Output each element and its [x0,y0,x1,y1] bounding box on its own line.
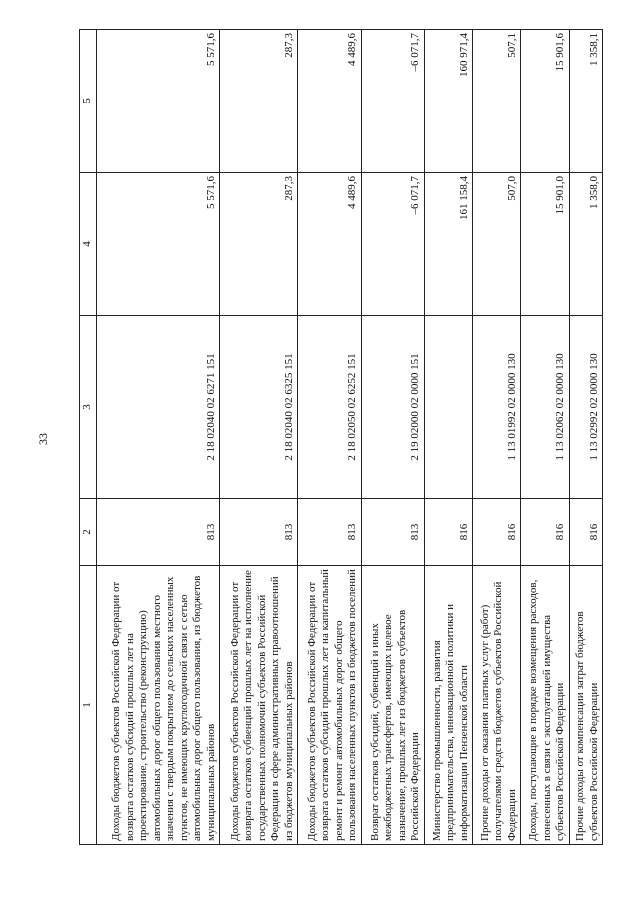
row-budget-code [424,316,472,499]
table-row [521,30,569,845]
row-value-4: –6 071,7 [361,173,424,316]
row-budget-code: 2 19 02000 02 0000 151 [361,316,424,499]
row-name: Доходы, поступающие в порядке возмещения расходов, понесенных в связи с эксплуатацией имущества субъектов Российской Федерации [521,566,569,845]
budget-revenue-table [79,29,603,845]
row-budget-code: 1 13 01992 02 0000 130 [473,316,521,499]
row-name: Доходы бюджетов субъектов Российской Федерации от возврата остатков субвенций прошлых лет на исполнение государственных полномочий субъектов Российской Федерации в сфере административных правоотношений из бюджетов муниципальных районов [220,566,298,845]
row-name: Доходы бюджетов субъектов Российской Федерации от возврата остатков субсидий прошлых лет на капитальный ремонт и ремонт автомобильных дорог общего пользования населенных пунктов из бюджетов поселений [298,566,361,845]
row-value-4: 5 571,6 [97,173,220,316]
row-value-5: 4 489,6 [298,30,361,173]
row-budget-code: 1 13 02992 02 0000 130 [569,316,602,499]
column-header-5: 5 [80,30,97,173]
row-value-4: 287,3 [220,173,298,316]
column-header-1: 1 [80,566,97,845]
row-admin-code: 816 [569,499,602,566]
row-name: Доходы бюджетов субъектов Российской Федерации от возврата остатков субсидий прошлых лет на проектирование, строительство (реконструкцию) автомобильных дорог общего пользования местного значения с твердым покрытием до сельских населенных пунктов, не имеющих круглогодичной связи с сетью автомобильных дорог общего пользования, из бюджетов муниципальных районов [97,566,220,845]
row-budget-code: 2 18 02040 02 6325 151 [220,316,298,499]
row-name: Прочие доходы от оказания платных услуг (работ) получателями средств бюджетов субъектов Российской Федерации [473,566,521,845]
row-value-5: 15 901,6 [521,30,569,173]
row-value-4: 1 358,0 [569,173,602,316]
column-header-4: 4 [80,173,97,316]
row-value-4: 507,0 [473,173,521,316]
row-value-5: 1 358,1 [569,30,602,173]
row-value-4: 4 489,6 [298,173,361,316]
row-admin-code: 816 [521,499,569,566]
row-budget-code: 1 13 02062 02 0000 130 [521,316,569,499]
row-value-4: 161 158,4 [424,173,472,316]
page-number: 33 [36,433,50,445]
row-name: Возврат остатков субсидий, субвенций и иных межбюджетных трансфертов, имеющих целевое назначение, прошлых лет из бюджетов субъектов Российской Федерации [361,566,424,845]
row-value-5: –6 071,7 [361,30,424,173]
table-row [97,30,220,845]
column-header-2: 2 [80,499,97,566]
row-value-4: 15 901,0 [521,173,569,316]
row-admin-code: 816 [424,499,472,566]
row-value-5: 507,1 [473,30,521,173]
rotated-table-container [79,33,603,845]
row-budget-code: 2 18 02050 02 6252 151 [298,316,361,499]
table-row [361,30,424,845]
row-admin-code: 813 [97,499,220,566]
row-value-5: 5 571,6 [97,30,220,173]
column-header-3: 3 [80,316,97,499]
row-admin-code: 813 [298,499,361,566]
row-budget-code: 2 18 02040 02 6271 151 [97,316,220,499]
row-name: Прочие доходы от компенсации затрат бюджетов субъектов Российской Федерации [569,566,602,845]
row-admin-code: 813 [361,499,424,566]
table-row [473,30,521,845]
row-value-5: 287,3 [220,30,298,173]
table-row [220,30,298,845]
row-admin-code: 816 [473,499,521,566]
table-header-row [80,30,97,845]
table-row [424,30,472,845]
row-value-5: 160 971,4 [424,30,472,173]
row-admin-code: 813 [220,499,298,566]
table-row [569,30,602,845]
row-name: Министерство промышленности, развития предпринимательства, инновационной политики и информатизации Пензенской области [424,566,472,845]
table-row [298,30,361,845]
